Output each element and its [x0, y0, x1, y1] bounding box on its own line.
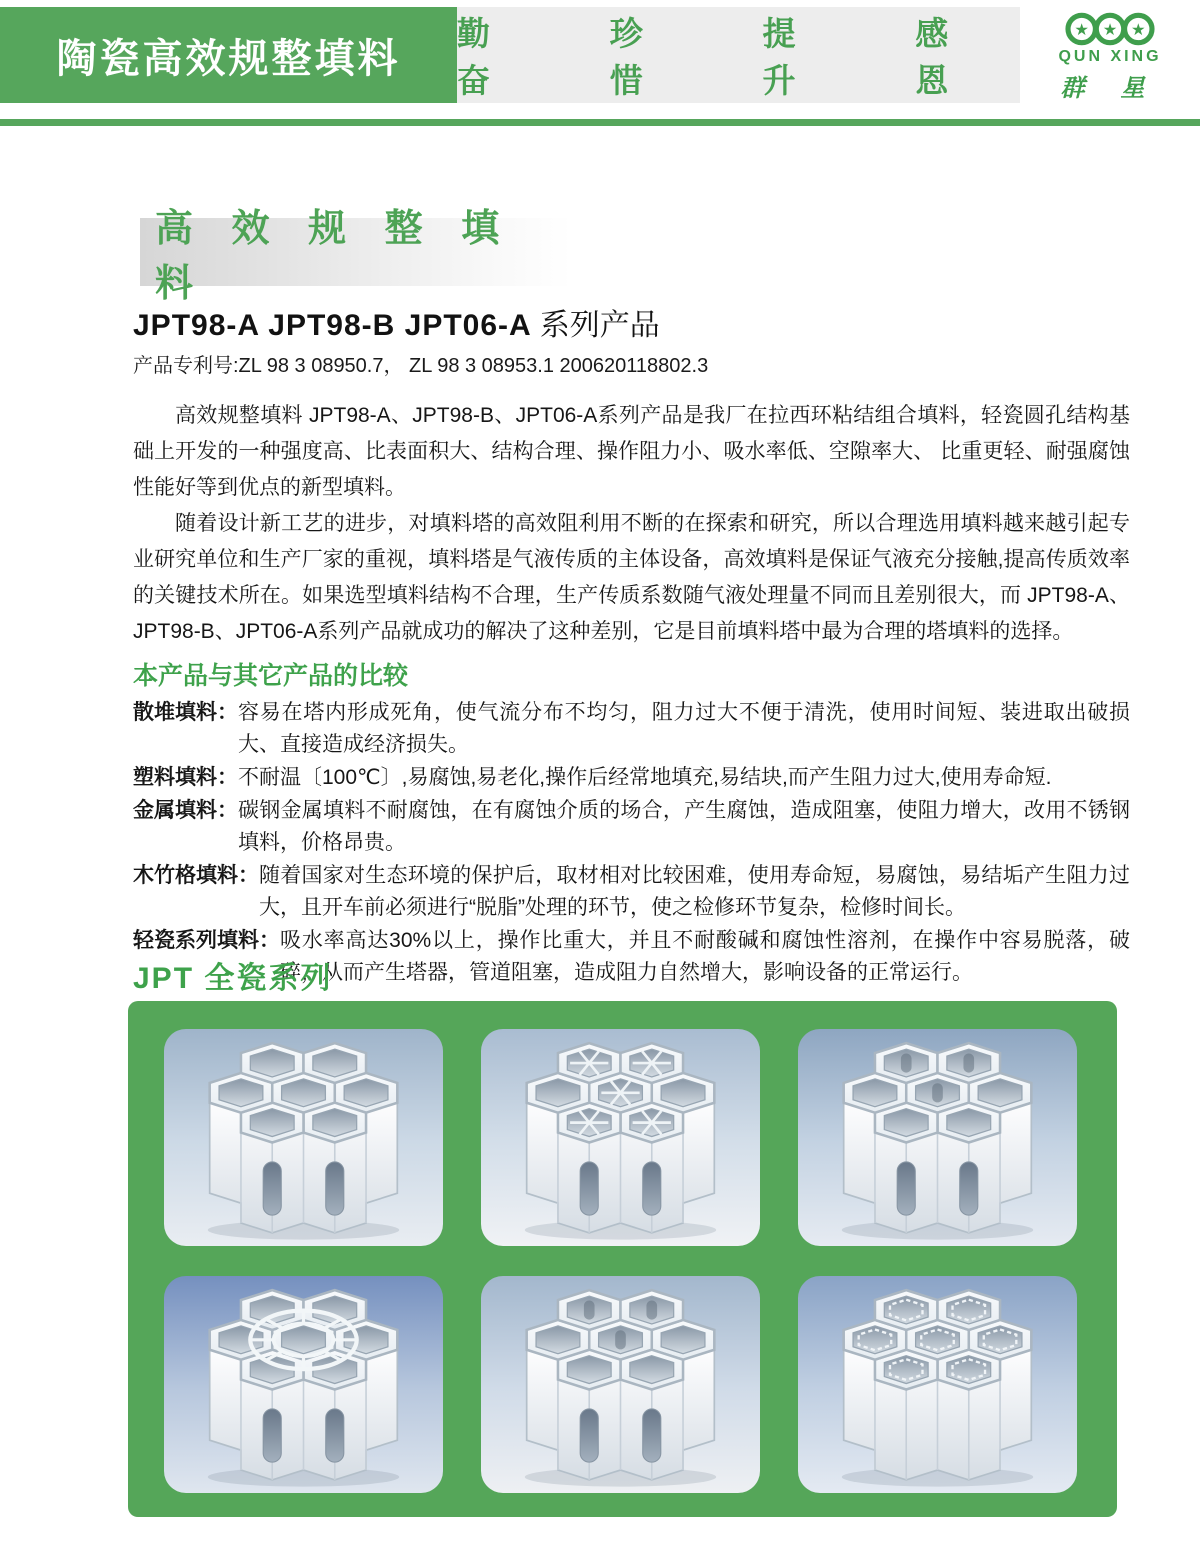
list-item	[133, 795, 1130, 859]
gallery-heading: JPT 全瓷系列	[133, 962, 333, 995]
intro-paragraphs	[133, 398, 1130, 650]
honeycomb-graphic	[798, 1276, 1077, 1493]
company-logo	[1020, 7, 1200, 103]
comparison-term: 散堆填料：	[133, 701, 238, 724]
comparison-desc: 随着国家对生态环境的保护后，取材相对比较困难，使用寿命短，易腐蚀，易结垢产生阻力过大，且开车前必须进行“脱脂”处理的环节，使之检修环节复杂，检修时间长。	[259, 864, 1130, 919]
svg-text:★: ★	[1130, 21, 1146, 39]
comparison-desc: 吸水率高达30%以上，操作比重大，并且不耐酸碱和腐蚀性溶剂，在操作中容易脱落，破碎，从而产生塔器，管道阻塞，造成阻力自然增大，影响设备的正常运行。	[280, 929, 1130, 984]
main-content	[133, 208, 1130, 990]
list-item	[133, 762, 1130, 794]
slogan-improve: 提 升	[762, 17, 807, 100]
paragraph-1: 高效规整填料 JPT98-A、JPT98-B、JPT06-A系列产品是我厂在拉西环粘结组合填料，轻瓷圆孔结构基础上开发的一种强度高、比表面积大、结构合理、操作阻力小、吸水率低、空隙率大、 比重更轻、耐强腐蚀性能好等到优点的新型填料。	[133, 404, 1130, 499]
slogan-cherish: 珍 惜	[609, 17, 654, 100]
list-item	[133, 697, 1130, 761]
logo-latin-name: QUN XING	[1058, 48, 1162, 65]
product-render-2	[481, 1029, 760, 1246]
slogan-diligence: 勤 奋	[457, 17, 501, 100]
comparison-desc: 容易在塔内形成死角，使气流分布不均匀，阻力过大不便于清洗，使用时间短、装进取出破损大、直接造成经济损失。	[238, 701, 1130, 756]
slogan-bar	[457, 7, 1020, 103]
honeycomb-graphic	[481, 1029, 760, 1246]
comparison-term: 轻瓷系列填料：	[133, 929, 280, 952]
slogan-gratitude: 感 恩	[915, 17, 960, 100]
svg-text:★: ★	[1102, 21, 1118, 39]
comparison-list	[133, 697, 1130, 989]
list-item	[133, 860, 1130, 924]
gallery-panel	[128, 1001, 1117, 1517]
honeycomb-graphic	[164, 1029, 443, 1246]
logo-cjk-name: 群 星	[1060, 76, 1160, 102]
series-title	[133, 300, 1130, 344]
section-heading: 高 效 规 整 填 料	[140, 218, 572, 286]
header-divider-rule	[0, 119, 1200, 126]
comparison-term: 塑料填料：	[133, 766, 238, 789]
honeycomb-graphic	[481, 1276, 760, 1493]
patent-line: 产品专利号:ZL 98 3 08950.7， ZL 98 3 08953.1 200620118802.3	[133, 355, 709, 377]
three-star-rings-icon	[1054, 11, 1166, 47]
product-render-1	[164, 1029, 443, 1246]
product-render-4	[164, 1276, 443, 1493]
comparison-desc: 碳钢金属填料不耐腐蚀，在有腐蚀介质的场合，产生腐蚀，造成阻塞，使阻力增大，改用不锈钢填料，价格昂贵。	[238, 799, 1130, 854]
paragraph-2: 随着设计新工艺的进步，对填料塔的高效阻利用不断的在探索和研究，所以合理选用填料越来越引起专业研究单位和生产厂家的重视，填料塔是气液传质的主体设备，高效填料是保证气液充分接触,提高传质效率的关键技术所在。如果选型填料结构不合理，生产传质系数随气液处理量不同而且差别很大，而 JPT98-A、JPT98-B、JPT06-A系列产品就成功的解决了这种差别，它是目前填料塔中最为合理的塔填料的选择。	[133, 512, 1130, 643]
honeycomb-graphic	[798, 1029, 1077, 1246]
honeycomb-graphic	[164, 1276, 443, 1493]
page-title: 陶瓷高效规整填料	[0, 7, 457, 103]
page-header	[0, 7, 1200, 103]
product-render-3	[798, 1029, 1077, 1246]
comparison-desc: 不耐温〔100℃〕,易腐蚀,易老化,操作后经常地填充,易结块,而产生阻力过大,使用寿命短.	[238, 766, 1052, 789]
svg-text:★: ★	[1074, 21, 1090, 39]
product-render-5	[481, 1276, 760, 1493]
product-render-6	[798, 1276, 1077, 1493]
series-models: JPT98-A JPT98-B JPT06-A	[133, 309, 532, 342]
series-suffix: 系列产品	[539, 309, 660, 342]
comparison-term: 木竹格填料：	[133, 864, 259, 887]
comparison-heading: 本产品与其它产品的比较	[133, 662, 409, 690]
comparison-term: 金属填料：	[133, 799, 238, 822]
